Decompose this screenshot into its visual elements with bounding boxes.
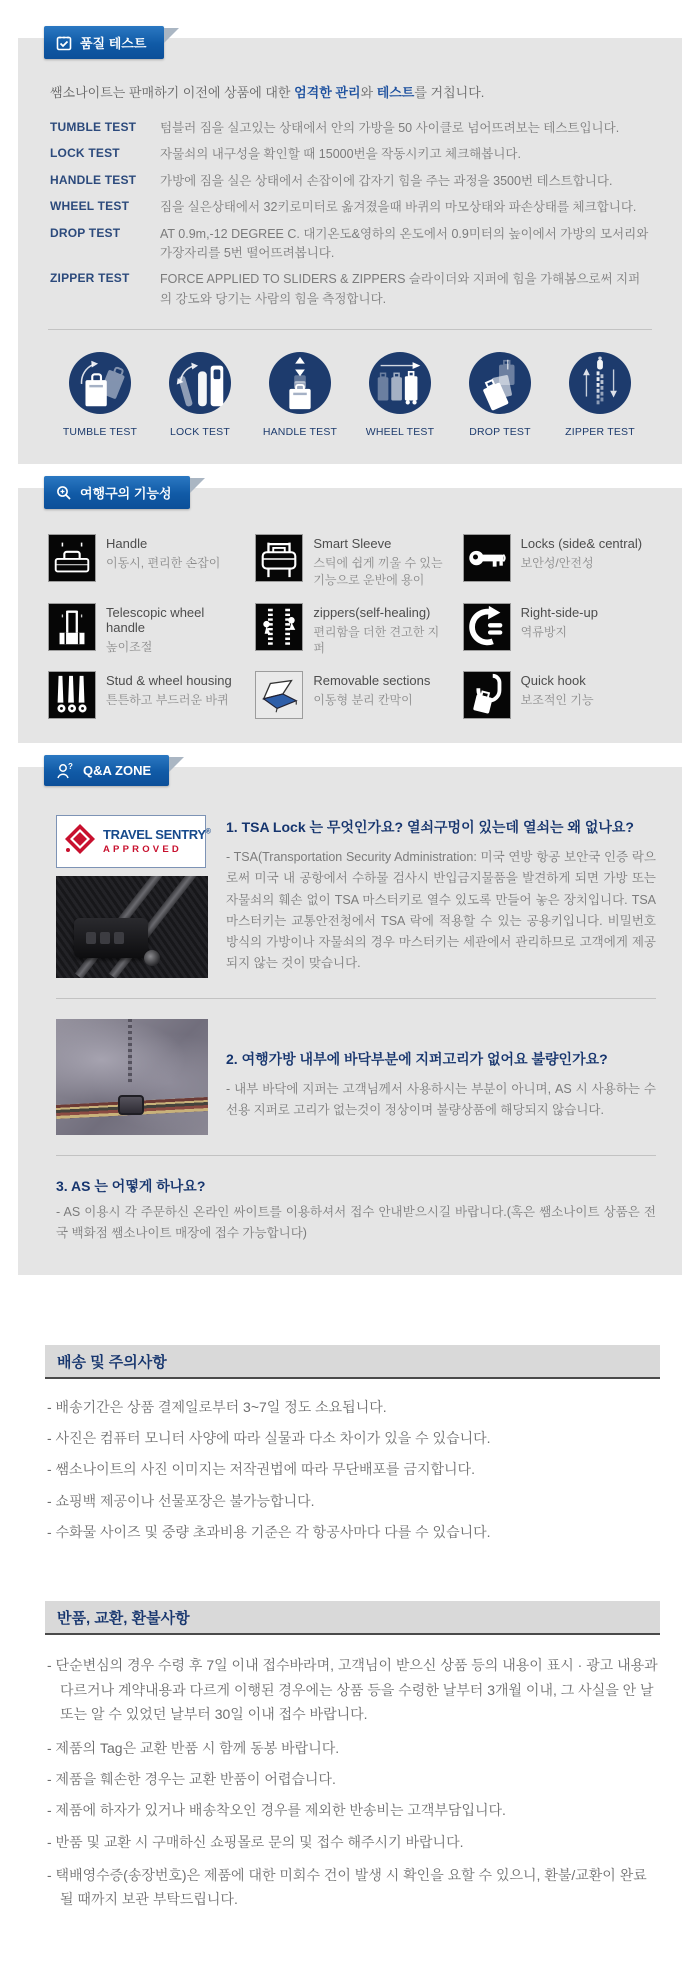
qna-item-1	[56, 815, 656, 978]
qna2-media	[56, 1019, 208, 1135]
shipping-item: - 사진은 컴퓨터 모니터 사양에 따라 실물과 다소 차이가 있을 수 있습니다.	[47, 1429, 491, 1446]
magnifier-plus-icon	[56, 485, 72, 501]
wheel-test-icon	[369, 352, 431, 414]
features-title: 여행구의 기능성	[80, 486, 172, 501]
shipping-heading: 배송 및 주의사항	[45, 1345, 660, 1379]
feature-title: zippers(self-healing)	[313, 604, 431, 620]
test-desc: 짐을 실은상태에서 32키로미터로 옮겨졌을때 바퀴의 마모상태와 파손상태를 체크합니다.	[160, 200, 637, 215]
qna1-media	[56, 815, 211, 978]
test-row-drop	[50, 225, 650, 264]
test-row-handle	[50, 172, 650, 191]
test-icons-row	[48, 352, 652, 438]
divider	[56, 1155, 656, 1156]
right-side-up-icon	[463, 603, 511, 651]
divider	[48, 329, 652, 330]
feature-desc: 이동시, 편리한 손잡이	[106, 556, 221, 570]
feature-desc: 튼튼하고 부드러운 바퀴	[106, 693, 229, 708]
test-row-wheel	[50, 198, 650, 217]
feature-title: Stud & wheel housing	[106, 673, 232, 689]
returns-item: - 반품 및 교환 시 구매하신 쇼핑몰로 문의 및 접수 해주시기 바랍니다.	[47, 1833, 464, 1850]
test-row-lock	[50, 145, 650, 164]
test-name: DROP TEST	[50, 225, 121, 240]
qna2-question: 2. 여행가방 내부에 바닥부분에 지퍼고리가 없어요 불량인가요?	[226, 1051, 608, 1068]
feature-title: Smart Sleeve	[313, 536, 392, 551]
returns-section	[45, 1601, 660, 1912]
quality-test-title: 품질 테스트	[80, 36, 147, 51]
returns-item: - 제품의 Tag은 교환 반품 시 함께 동봉 바랍니다.	[47, 1739, 340, 1756]
returns-heading: 반품, 교환, 환불사항	[45, 1601, 660, 1635]
key-lock-icon	[463, 534, 511, 582]
test-name: WHEEL TEST	[50, 199, 130, 214]
tsa-lock-photo	[56, 876, 208, 978]
feature-quick-hook	[463, 671, 656, 719]
test-icon-caption: HANDLE TEST	[262, 426, 338, 438]
qna-title: Q&A ZONE	[83, 763, 152, 779]
telescopic-handle-icon	[48, 603, 96, 651]
bottom-spacer	[0, 1923, 700, 1963]
lock-keyhole	[144, 950, 160, 966]
feature-title: Quick hook	[520, 673, 586, 689]
returns-item: - 제품을 훼손한 경우는 교환 반품이 어렵습니다.	[47, 1770, 336, 1787]
tumble-test-icon	[69, 352, 131, 414]
travel-sentry-text: TRAVEL SENTRY®	[103, 827, 211, 843]
feature-stud-wheel	[48, 671, 241, 719]
checklist-icon	[56, 35, 72, 51]
zipper-test-item	[552, 352, 648, 438]
features-grid	[48, 534, 656, 719]
feature-title: Removable sections	[313, 673, 431, 689]
lock-dials	[86, 932, 96, 944]
shipping-item: - 배송기간은 상품 결제일로부터 3~7일 정도 소요됩니다.	[47, 1398, 387, 1415]
features-section	[18, 488, 682, 743]
quality-test-section	[18, 38, 682, 464]
stud-wheel-icon	[48, 671, 96, 719]
test-desc: FORCE APPLIED TO SLIDERS & ZIPPERS 슬라이더와 지퍼에 힘을 가해봄으로써 지퍼의 강도와 당기는 사람의 힘을 측정합니다.	[160, 272, 641, 306]
handle-test-item	[252, 352, 348, 438]
test-desc: 자물쇠의 내구성을 확인할 때 15000번을 작동시키고 체크해봅니다.	[160, 147, 521, 162]
drop-test-icon	[469, 352, 531, 414]
handle-icon	[48, 534, 96, 582]
travel-sentry-approved: APPROVED	[103, 843, 182, 855]
returns-item: - 단순변심의 경우 수령 후 7일 이내 접수바라며, 고객님이 받으신 상품 등의 내용이 표시 · 광고 내용과 다르거나 계약내용과 다르게 이행된 경우에는 상품 등을 수령한 날부터 3개월 이내, 그 사실을 안 날 또는 알 수 있었던 날부터 30일 이내 접수 바랍니다.	[47, 1657, 658, 1723]
strap-buckle	[118, 1095, 144, 1115]
test-desc: AT 0.9m,-12 DEGREE C. 대기온도&영하의 온도에서 0.9미터의 높이에서 가방의 모서리와 가장자리를 5번 떨어뜨려봅니다.	[160, 226, 649, 260]
shipping-item: - 쌤소나이트의 사진 이미지는 저작권법에 따라 무단배포를 금지합니다.	[47, 1461, 475, 1478]
feature-desc: 보안성/안전성	[520, 556, 594, 570]
feature-right-side-up	[463, 603, 656, 658]
feature-desc: 이동형 분리 칸막이	[313, 693, 413, 708]
zipper-test-icon	[569, 352, 631, 414]
travel-sentry-logo	[56, 815, 211, 868]
feature-telescopic	[48, 603, 241, 658]
feature-desc: 보조적인 기능	[520, 693, 594, 708]
feature-handle	[48, 534, 241, 589]
qna2-text	[226, 1019, 656, 1135]
tumble-test-item	[52, 352, 148, 438]
qna1-question: 1. TSA Lock 는 무엇인가요? 열쇠구멍이 있는데 열쇠는 왜 없나요?	[226, 819, 634, 836]
qna-item-3	[56, 1176, 656, 1245]
divider	[56, 998, 656, 999]
feature-zippers	[255, 603, 448, 658]
person-question-icon	[56, 762, 75, 779]
qna-section	[18, 762, 682, 1275]
travel-sentry-diamond-icon	[63, 822, 97, 861]
quality-intro: 쌤소나이트는 판매하기 이전에 상품에 대한 엄격한 관리와 테스트를 거칩니다.	[50, 85, 485, 100]
removable-sections-icon	[255, 671, 303, 719]
test-name: HANDLE TEST	[50, 172, 137, 187]
test-icon-caption: ZIPPER TEST	[565, 426, 635, 438]
test-desc: 가방에 짐을 실은 상태에서 손잡이에 갑자기 힘을 주는 과정을 3500번 테스트합니다.	[160, 173, 613, 188]
test-name: LOCK TEST	[50, 146, 120, 161]
qna-ribbon	[44, 755, 169, 786]
feature-desc: 역류방지	[520, 624, 568, 639]
qna3-question: 3. AS 는 어떻게 하나요?	[56, 1178, 206, 1195]
qna1-answer: - TSA(Transportation Security Administration: 미국 연방 항공 보안국 인증 락으로써 미국 내 공항에서 수하물 검사시 반입금지물품을 발견하게 되면 가방 또는 자물쇠의 훼손 없이 TSA 마스터키로 열수 있도록 만들어 놓은 장치입니다. TSA 마스터키는 교통안전청에서 TSA 락에 적용할 수 있는 공용키입니다. 비밀번호 방식의 가방이나 자물쇠의 경우 마스터키는 세관에서 관리하므로 고객에게 제공되지 않는 것이 맞습니다.	[226, 850, 656, 971]
feature-desc: 편리함을 더한 견고한 지퍼	[313, 624, 440, 656]
qna1-text	[226, 815, 656, 978]
spacer	[0, 1553, 700, 1601]
zippers-icon	[255, 603, 303, 651]
test-desc: 텀블러 짐을 실고있는 상태에서 안의 가방을 50 사이클로 넘어뜨려보는 테스트입니다.	[160, 121, 620, 135]
returns-list	[45, 1635, 660, 1912]
returns-item: - 택배영수증(송장번호)은 제품에 대한 미회수 건이 발생 시 확인을 요할 수 있으니, 환불/교환이 완료될 때까지 보관 부탁드립니다.	[47, 1866, 647, 1908]
returns-item: - 제품에 하자가 있거나 배송착오인 경우를 제외한 반송비는 고객부담입니다.	[47, 1802, 506, 1819]
feature-title: Locks (side& central)	[520, 536, 643, 551]
interior-zipper-photo	[56, 1019, 208, 1135]
svg-text:?: ?	[68, 762, 73, 772]
test-row-zipper	[50, 270, 650, 309]
features-ribbon	[44, 476, 190, 509]
feature-title: Telescopic wheel handle	[106, 604, 205, 635]
shipping-item: - 수화물 사이즈 및 중량 초과비용 기준은 각 항공사마다 다를 수 있습니다.	[47, 1523, 491, 1540]
shipping-list	[45, 1379, 660, 1542]
smart-sleeve-icon	[255, 534, 303, 582]
test-icon-caption: TUMBLE TEST	[62, 426, 138, 438]
feature-title: Right-side-up	[520, 604, 598, 620]
wheel-test-item	[352, 352, 448, 438]
quick-hook-icon	[463, 671, 511, 719]
feature-desc: 높이조절	[106, 639, 153, 654]
shipping-section	[45, 1345, 660, 1542]
quality-test-ribbon	[44, 26, 164, 59]
zipper-line	[128, 1019, 132, 1083]
qna3-answer: - AS 이용시 각 주문하신 온라인 싸이트를 이용하셔서 접수 안내받으시길 바랍니다.(혹은 쌤소나이트 상품은 전국 백화점 쌤소나이트 매장에 접수 가능합니다)	[56, 1205, 656, 1241]
test-name: TUMBLE TEST	[50, 120, 137, 134]
test-icon-caption: WHEEL TEST	[365, 426, 435, 438]
drop-test-item	[452, 352, 548, 438]
test-icon-caption: DROP TEST	[469, 426, 531, 438]
handle-test-icon	[269, 352, 331, 414]
feature-title: Handle	[106, 536, 148, 551]
lock-test-item	[152, 352, 248, 438]
lock-test-icon	[169, 352, 231, 414]
feature-removable	[255, 671, 448, 719]
test-row-tumble	[50, 119, 650, 138]
shipping-item: - 쇼핑백 제공이나 선물포장은 불가능합니다.	[47, 1492, 315, 1509]
feature-desc: 스틱에 쉽게 끼울 수 있는 기능으로 운반에 용이	[313, 556, 443, 587]
spacer	[0, 1275, 700, 1345]
test-name: ZIPPER TEST	[50, 271, 130, 286]
feature-locks	[463, 534, 656, 589]
qna2-answer: - 내부 바닥에 지퍼는 고객님께서 사용하시는 부분이 아니며, AS 시 사용하는 수선용 지퍼로 고리가 없는것이 정상이며 불량상품에 해당되지 않습니다.	[226, 1082, 656, 1118]
feature-smart-sleeve	[255, 534, 448, 589]
qna-item-2	[56, 1019, 656, 1135]
test-icon-caption: LOCK TEST	[170, 426, 230, 438]
